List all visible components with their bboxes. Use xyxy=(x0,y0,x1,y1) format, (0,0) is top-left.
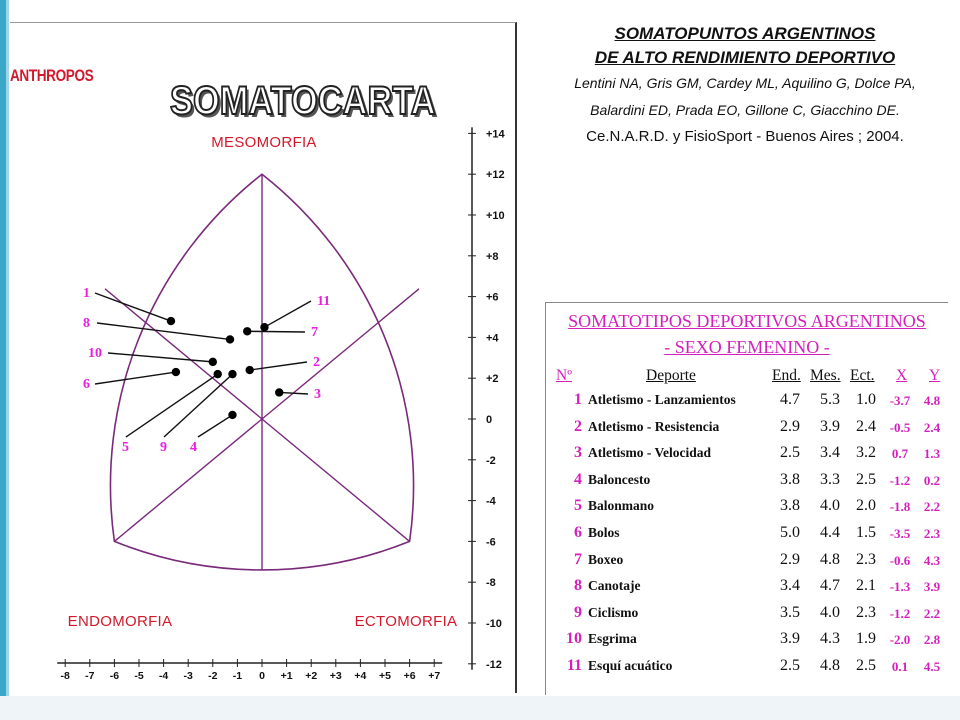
row-x: -1.3 xyxy=(889,579,911,595)
row-x: -1.8 xyxy=(889,499,911,515)
citation-authors-1: Lentini NA, Gris GM, Cardey ML, Aquilino G, Dolce PA, xyxy=(574,75,916,91)
y-tick-label: +6 xyxy=(486,291,499,304)
somatochart-panel xyxy=(10,22,517,693)
row-meso: 3.4 xyxy=(820,444,840,462)
leader-line xyxy=(250,362,307,370)
x-tick-label: -8 xyxy=(60,670,70,682)
leader-line xyxy=(279,392,308,394)
row-sport: Baloncesto xyxy=(588,471,651,487)
row-x: -1.2 xyxy=(889,472,911,488)
row-x: -1.2 xyxy=(889,605,911,621)
row-number: 4 xyxy=(574,470,582,488)
row-y: 1.3 xyxy=(923,446,941,462)
row-sport: Atletismo - Resistencia xyxy=(588,418,720,434)
row-endo: 4.7 xyxy=(780,391,800,408)
table-row xyxy=(546,524,948,550)
header-end: End. xyxy=(772,367,801,384)
table-row xyxy=(546,551,948,577)
x-tick-label: +1 xyxy=(280,670,293,682)
row-number: 10 xyxy=(566,630,582,648)
x-tick-label: 0 xyxy=(259,670,265,682)
citation-heading-2: DE ALTO RENDIMIENTO DEPORTIVO xyxy=(594,48,896,67)
row-ecto: 2.5 xyxy=(856,470,876,488)
row-meso: 4.0 xyxy=(820,603,840,621)
row-ecto: 2.4 xyxy=(856,417,876,435)
row-x: -0.5 xyxy=(889,419,911,435)
point-label: 4 xyxy=(190,440,197,455)
row-sport: Atletismo - Lanzamientos xyxy=(588,392,736,407)
citation-block xyxy=(540,22,950,150)
row-ecto: 2.0 xyxy=(856,497,876,515)
row-ecto: 1.0 xyxy=(856,391,876,408)
row-endo: 3.4 xyxy=(780,577,800,595)
row-meso: 4.8 xyxy=(820,657,840,674)
table-row xyxy=(546,630,948,656)
row-sport: Boxeo xyxy=(588,551,624,567)
y-tick-label: -4 xyxy=(486,495,496,508)
leader-line xyxy=(264,301,311,327)
point-label: 10 xyxy=(88,346,102,361)
table-row xyxy=(546,497,948,523)
row-y: 2.2 xyxy=(923,605,941,621)
data-point xyxy=(228,411,236,419)
row-y: 4.5 xyxy=(923,659,941,674)
brand-logo: ANTHROPOS xyxy=(10,66,94,85)
point-label: 9 xyxy=(160,440,167,455)
x-tick-label: -4 xyxy=(158,670,169,682)
row-number: 9 xyxy=(574,603,582,621)
row-endo: 2.9 xyxy=(780,550,800,568)
data-point xyxy=(209,358,217,366)
leader-line xyxy=(247,331,305,332)
row-y: 2.8 xyxy=(923,632,941,648)
table-row xyxy=(546,604,948,630)
row-endo: 3.8 xyxy=(780,497,800,515)
row-endo: 5.0 xyxy=(780,524,800,541)
row-ecto: 3.2 xyxy=(856,444,876,462)
row-meso: 5.3 xyxy=(820,391,840,408)
row-y: 4.3 xyxy=(923,552,941,568)
point-label: 11 xyxy=(317,294,331,309)
table-row xyxy=(546,391,948,417)
data-point xyxy=(172,368,180,376)
row-y: 2.2 xyxy=(923,499,941,515)
data-point xyxy=(167,317,175,325)
row-number: 7 xyxy=(574,550,582,568)
row-meso: 3.3 xyxy=(820,470,840,488)
row-sport: Atletismo - Velocidad xyxy=(588,445,711,461)
row-number: 5 xyxy=(574,497,582,515)
row-number: 6 xyxy=(574,524,582,541)
y-tick-label: +12 xyxy=(486,169,505,182)
y-tick-label: +4 xyxy=(486,332,499,345)
point-label: 2 xyxy=(313,355,320,370)
table-row xyxy=(546,471,948,497)
x-tick-label: -5 xyxy=(134,670,144,682)
row-x: -0.6 xyxy=(889,552,911,568)
point-label: 7 xyxy=(311,325,318,340)
row-number: 8 xyxy=(574,577,582,595)
table-row xyxy=(546,444,948,470)
table-row xyxy=(546,577,948,603)
row-y: 3.9 xyxy=(923,579,941,595)
bisector-right xyxy=(262,289,419,419)
point-label: 6 xyxy=(83,377,90,392)
row-sport: Balonmano xyxy=(588,498,655,514)
row-endo: 2.5 xyxy=(780,444,800,462)
row-endo: 2.9 xyxy=(780,417,800,435)
header-y: Y xyxy=(929,367,941,384)
row-meso: 4.3 xyxy=(820,630,840,648)
data-point xyxy=(246,366,254,374)
x-tick-label: -2 xyxy=(208,670,218,682)
data-point xyxy=(260,323,268,331)
table-title: SOMATOTIPOS DEPORTIVOS ARGENTINOS xyxy=(568,311,926,331)
y-tick-label: +10 xyxy=(486,210,505,222)
header-x: X xyxy=(896,367,908,384)
row-number: 11 xyxy=(566,657,582,674)
point-label: 3 xyxy=(314,387,321,402)
citation-authors-2: Balardini ED, Prada EO, Gillone C, Giacchino DE. xyxy=(590,102,900,118)
header-ect: Ect. xyxy=(850,367,875,384)
region-label-endomorfia: ENDOMORFIA xyxy=(67,613,173,630)
row-meso: 3.9 xyxy=(820,417,840,435)
y-tick-label: +14 xyxy=(486,128,505,141)
row-endo: 3.5 xyxy=(780,603,800,621)
data-point xyxy=(243,327,251,335)
bisector-left xyxy=(105,289,262,419)
row-ecto: 1.5 xyxy=(856,524,876,541)
y-tick-label: -6 xyxy=(486,536,496,549)
row-ecto: 2.3 xyxy=(856,603,876,621)
x-tick-label: +5 xyxy=(379,670,391,682)
leader-line xyxy=(95,293,171,321)
row-y: 0.2 xyxy=(923,472,941,488)
row-x: -3.7 xyxy=(889,393,911,408)
point-label: 5 xyxy=(122,440,129,455)
x-tick-label: +3 xyxy=(329,670,342,682)
row-endo: 3.8 xyxy=(780,470,800,488)
leader-line xyxy=(126,374,218,437)
row-x: 0.1 xyxy=(891,659,909,674)
region-label-ectomorfia: ECTOMORFIA xyxy=(354,613,458,630)
leader-line xyxy=(198,415,232,437)
table-row xyxy=(546,657,948,683)
row-endo: 3.9 xyxy=(780,630,800,648)
y-tick-label: -8 xyxy=(486,577,496,590)
y-tick-label: -10 xyxy=(486,618,502,630)
row-ecto: 2.3 xyxy=(856,550,876,568)
row-x: -2.0 xyxy=(889,632,911,648)
x-tick-label: +7 xyxy=(428,670,441,682)
row-x: -3.5 xyxy=(889,526,911,541)
chart-title: SOMATOCARTA xyxy=(170,79,436,123)
leader-line xyxy=(95,372,176,384)
data-point xyxy=(226,335,234,343)
somatotype-table xyxy=(545,302,948,695)
y-tick-label: +2 xyxy=(486,373,499,386)
row-endo: 2.5 xyxy=(780,657,800,674)
x-tick-label: +4 xyxy=(354,670,367,682)
row-ecto: 2.1 xyxy=(856,577,876,595)
header-num: Nº xyxy=(556,367,572,384)
slide-accent-bar-light xyxy=(6,0,9,720)
row-y: 4.8 xyxy=(923,393,941,408)
row-sport: Esquí acuático xyxy=(588,658,673,673)
row-y: 2.4 xyxy=(923,419,941,435)
point-label: 8 xyxy=(83,316,90,331)
row-meso: 4.4 xyxy=(820,524,840,541)
row-number: 3 xyxy=(574,444,582,462)
row-meso: 4.8 xyxy=(820,550,840,568)
x-tick-label: +2 xyxy=(305,670,318,682)
region-label-mesomorfia: MESOMORFIA xyxy=(211,134,317,151)
point-label: 1 xyxy=(83,286,90,301)
table-row xyxy=(546,418,948,444)
citation-heading-1: SOMATOPUNTOS ARGENTINOS xyxy=(614,24,876,43)
row-y: 2.3 xyxy=(923,526,941,541)
leader-line xyxy=(108,353,213,362)
y-tick-label: 0 xyxy=(486,414,493,426)
data-point xyxy=(228,370,236,378)
row-sport: Bolos xyxy=(588,525,620,540)
table-subtitle: - SEXO FEMENINO - xyxy=(664,337,830,357)
row-x: 0.7 xyxy=(891,446,909,462)
row-sport: Esgrima xyxy=(588,631,637,647)
header-mes: Mes. xyxy=(810,367,841,384)
row-meso: 4.0 xyxy=(820,497,840,515)
row-number: 2 xyxy=(574,417,582,435)
data-point xyxy=(214,370,222,378)
row-meso: 4.7 xyxy=(820,577,840,595)
x-tick-label: -3 xyxy=(183,670,193,682)
x-tick-label: -6 xyxy=(109,670,120,682)
x-tick-label: -1 xyxy=(232,670,243,682)
division-line-left xyxy=(114,419,262,541)
y-tick-label: +8 xyxy=(486,250,499,263)
row-sport: Canotaje xyxy=(588,578,641,594)
header-sport: Deporte xyxy=(646,367,696,384)
y-tick-label: -12 xyxy=(486,658,502,671)
division-line-right xyxy=(262,419,410,541)
slide-footer-band xyxy=(0,696,960,720)
x-tick-label: +6 xyxy=(403,670,416,682)
x-tick-label: -7 xyxy=(85,670,95,682)
leader-line xyxy=(164,374,232,437)
row-number: 1 xyxy=(574,391,582,408)
citation-source: Ce.N.A.R.D. y FisioSport - Buenos Aires ; 2004. xyxy=(586,128,904,145)
data-point xyxy=(275,388,283,396)
row-sport: Ciclismo xyxy=(588,604,639,620)
y-tick-label: -2 xyxy=(486,454,496,467)
row-ecto: 1.9 xyxy=(856,630,876,648)
row-ecto: 2.5 xyxy=(856,657,876,674)
